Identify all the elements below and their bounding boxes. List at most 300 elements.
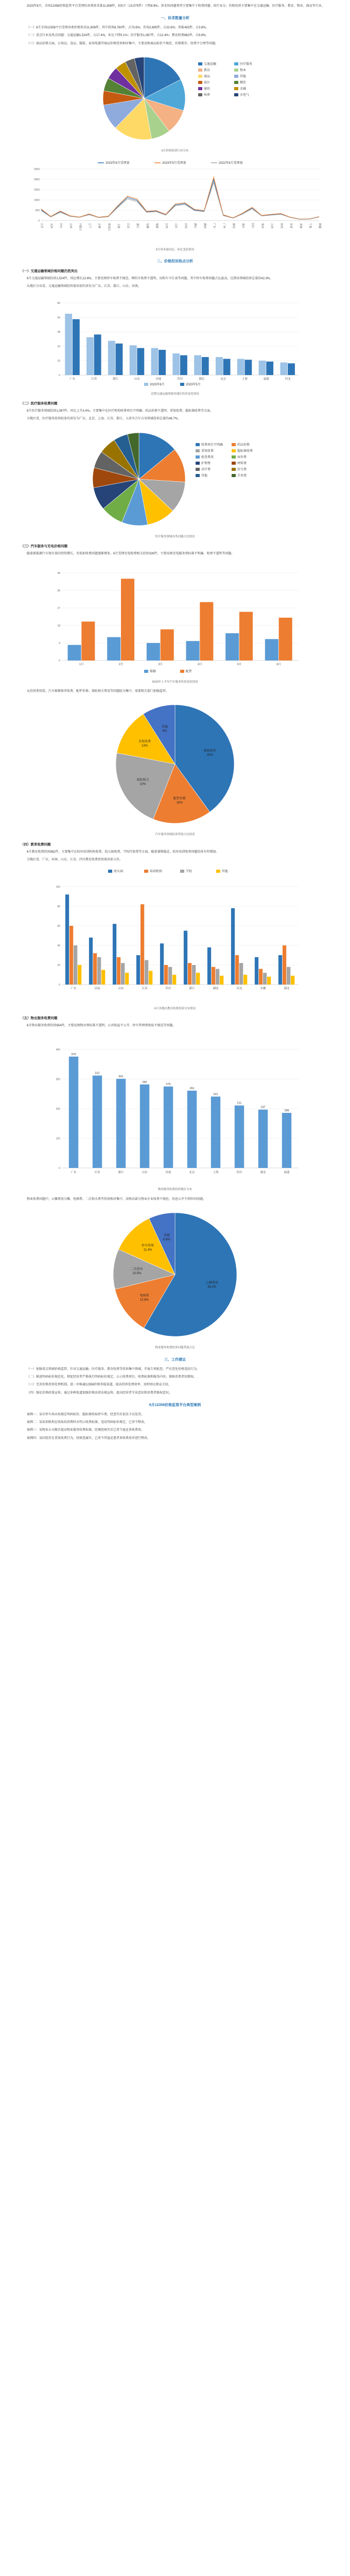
bar bbox=[121, 579, 134, 660]
report-page bbox=[21, 0, 329, 1441]
bar bbox=[151, 348, 159, 375]
x-tick-label: 上海 bbox=[213, 1171, 219, 1175]
x-tick-label: 浙江 bbox=[118, 1171, 124, 1175]
pie-slice-value: 22% bbox=[139, 783, 146, 786]
bar bbox=[239, 963, 243, 985]
bar bbox=[243, 975, 247, 985]
y-tick-label: 100 bbox=[56, 1137, 60, 1141]
x-tick-label: 江苏 bbox=[91, 377, 97, 381]
pie-slice-label: 维修保养 bbox=[203, 750, 216, 753]
x-tick-label: 福建 bbox=[263, 377, 269, 381]
x-tick-label: 河南 bbox=[184, 223, 187, 228]
x-tick-label: 安徽 bbox=[145, 223, 149, 228]
legend-label: 2023年5月受理量 bbox=[162, 161, 186, 165]
x-tick-label: 5月 bbox=[237, 663, 242, 666]
bar bbox=[279, 617, 292, 660]
pie-slice-value: 58.4% bbox=[207, 1285, 217, 1289]
bar bbox=[194, 355, 201, 375]
x-tick-label: 河南 bbox=[155, 377, 162, 381]
bar bbox=[280, 362, 287, 375]
legend-label: 重复收费 bbox=[201, 449, 214, 453]
x-tick-label: 重庆 bbox=[241, 223, 245, 228]
bar bbox=[282, 1113, 291, 1168]
x-tick-label: 广东 bbox=[69, 377, 76, 381]
x-tick-label: 湖南 bbox=[203, 223, 206, 228]
bar bbox=[266, 361, 273, 375]
y-tick-label: 27 bbox=[57, 606, 60, 610]
x-tick-label: 河北 bbox=[236, 987, 242, 990]
chart4-caption: 医疗服务领域各类问题占比情况 bbox=[155, 535, 195, 538]
case-1: 案例一：某市停车场未按规定明码标价，超标准收取停车费，经查实后依法予以处罚。 bbox=[27, 1413, 145, 1416]
y-tick-label: 18 bbox=[57, 624, 60, 628]
section2-p1b: 从地区分布看，交通运输领域投诉量居前的省份为广东、江苏、浙江、山东、河南。 bbox=[27, 285, 142, 289]
y-tick-label: 40 bbox=[57, 944, 60, 947]
x-tick-label: 山西 bbox=[68, 223, 72, 228]
legend-label: 水电气 bbox=[240, 94, 250, 97]
x-tick-label: 江苏 bbox=[126, 223, 130, 228]
bar bbox=[188, 963, 191, 985]
section1-title: 一、诉求数量分析 bbox=[161, 16, 189, 21]
bar bbox=[159, 350, 166, 375]
pie-slice-label: 二次供水 bbox=[130, 1268, 143, 1272]
bar bbox=[136, 955, 140, 985]
pie-slice-value: 16% bbox=[176, 802, 183, 805]
x-tick-label: 浙江 bbox=[136, 223, 139, 228]
x-tick-label: 湖北 bbox=[193, 223, 197, 228]
bar bbox=[287, 967, 290, 984]
section2-p2b: 分地区看，医疗服务投诉较多的省份为广东、北京、上海、江苏、浙江，五省市合计占该领域投诉总量的48.7%。 bbox=[27, 417, 181, 421]
bar bbox=[147, 643, 160, 660]
section2-p4: 从投诉类别看，汽车维修保养收费、配件价格、保险相关费用等问题较为集中，需要相关部门加强监管。 bbox=[27, 690, 169, 693]
bar bbox=[184, 930, 187, 985]
bar bbox=[78, 965, 81, 985]
legend-swatch bbox=[196, 468, 200, 471]
chart7-caption: 6月各地区教育收费投诉分布情况 bbox=[154, 1007, 196, 1010]
chart-transport-bars bbox=[41, 293, 309, 391]
legend-label: 其他 bbox=[201, 474, 208, 478]
section1-paragraph-2: （二）重点行业及热点问题：交通运输1,524件，占17.4%，环比下降5.1%；医疗服务1,087件，占12.4%；教育收费862件，占9.8%。 bbox=[27, 34, 209, 38]
legend-label: 商品 bbox=[204, 75, 211, 79]
intro-paragraph: 2023年6月，全国12358价格监管平台受理的各类诉求量11,908件，较5月（13,075件）下降8.9%。诉求按问题类型主要集中于收费问题。按行业分，价格投诉主要集中在交通运输、医疗服务、教育、物业、商品等行业。 bbox=[27, 5, 325, 8]
pie-slice-value: 11.4% bbox=[143, 1249, 152, 1252]
x-tick-label: 河南 bbox=[165, 1171, 171, 1175]
section2-sub1: （一）交通运输领域价格问题仍然突出 bbox=[21, 269, 78, 273]
legend-swatch bbox=[144, 383, 148, 386]
legend-label: 其他 bbox=[222, 870, 229, 873]
x-tick-label: 山东 bbox=[142, 1171, 148, 1175]
pie-slice-label: 电梯费 bbox=[139, 1294, 149, 1298]
bar bbox=[283, 945, 286, 985]
x-tick-label: 江西 bbox=[165, 223, 168, 228]
x-tick-label: 湖南 bbox=[213, 987, 219, 990]
legend-label: 幼儿园 bbox=[114, 870, 124, 873]
pie-slice-label: 公摊费用 bbox=[205, 1281, 218, 1285]
bar bbox=[93, 1076, 102, 1168]
y-tick-label: 80 bbox=[57, 301, 60, 305]
x-tick-label: 广东 bbox=[71, 1171, 77, 1175]
x-tick-label: 湖北 bbox=[199, 377, 205, 381]
legend-swatch bbox=[232, 474, 236, 477]
bar bbox=[237, 359, 244, 375]
bar bbox=[113, 924, 116, 985]
bar bbox=[244, 360, 252, 375]
x-tick-label: 四川 bbox=[251, 223, 254, 228]
x-tick-label: 山东 bbox=[134, 377, 140, 381]
section1-paragraph-1: （一）6月全国12358平台受理各类价格诉求11,908件，其中投诉8,760件，占73.6%；咨询2,695件，占22.6%；举报453件，占3.8%。 bbox=[27, 26, 209, 30]
chart-industry-pie bbox=[82, 49, 268, 147]
legend-swatch bbox=[198, 75, 202, 78]
bar bbox=[225, 633, 239, 660]
bar bbox=[202, 357, 209, 375]
series-line bbox=[41, 179, 319, 219]
y-tick-label: 0 bbox=[59, 1167, 60, 1171]
x-tick-label: 北京 bbox=[189, 1171, 195, 1175]
x-tick-label: 贵州 bbox=[260, 223, 264, 228]
bar bbox=[81, 621, 95, 660]
x-tick-label: 北京 bbox=[220, 377, 226, 381]
pie-slice-value: 40% bbox=[206, 754, 213, 757]
x-tick-label: 内蒙古 bbox=[78, 223, 82, 231]
section2-p7: 物业收费问题中，公摊费用分摊、电梯费、二次供水费等投诉相对集中，反映出部分物业企业收费不规范、信息公开不到位的问题。 bbox=[27, 1197, 206, 1201]
legend-swatch bbox=[234, 62, 238, 65]
bar bbox=[116, 1079, 126, 1168]
bar bbox=[108, 341, 115, 375]
x-tick-label: 四川 bbox=[236, 1171, 242, 1175]
pie-slice-value: 13% bbox=[142, 744, 148, 748]
section2-sub3: （三）汽车服务与充电价格问题 bbox=[21, 545, 67, 549]
y-tick-label: 0 bbox=[59, 983, 60, 987]
chart-education-bars bbox=[41, 866, 309, 1005]
legend-label: 药品价格 bbox=[237, 443, 250, 447]
bar bbox=[130, 345, 137, 375]
pie-slice-label: 充电收费 bbox=[138, 740, 151, 744]
x-tick-label: 四川 bbox=[177, 377, 183, 381]
x-tick-label: 2月 bbox=[118, 663, 124, 666]
chart-medical-pie bbox=[82, 425, 268, 533]
legend-swatch bbox=[198, 62, 202, 65]
bar bbox=[93, 953, 97, 985]
pie-slice-label: 保险相关 bbox=[136, 778, 149, 782]
data-label: 275 bbox=[166, 1083, 171, 1087]
legend-label: 培训机构 bbox=[150, 870, 163, 873]
y-tick-label: 20 bbox=[57, 963, 60, 967]
legend-label: 交通运输 bbox=[204, 63, 217, 66]
legend-swatch bbox=[196, 449, 200, 452]
legend-swatch bbox=[198, 87, 202, 90]
pie-slice-value: 10.5% bbox=[132, 1272, 142, 1276]
legend-label: 配件 bbox=[186, 670, 192, 673]
bar bbox=[216, 357, 223, 375]
y-tick-label: 1000 bbox=[33, 198, 40, 202]
legend-label: 其他 bbox=[240, 75, 247, 79]
cases-title: 6月12358价格监管平台典型案例 bbox=[149, 1403, 201, 1407]
bar bbox=[141, 904, 144, 985]
bar bbox=[121, 963, 125, 985]
section3-title: 三、工作建议 bbox=[164, 1358, 186, 1362]
x-tick-label: 安徽 bbox=[260, 987, 266, 990]
chart1-caption: 6月价格投诉行业分布 bbox=[161, 149, 189, 153]
legend-swatch bbox=[232, 449, 236, 452]
section2-sub5: （五）物业服务收费问题 bbox=[21, 1016, 58, 1021]
x-tick-label: 宁夏 bbox=[308, 223, 312, 228]
x-tick-label: 天津 bbox=[49, 223, 53, 228]
chart8-caption: 物业服务收费投诉地区分布 bbox=[157, 1188, 192, 1192]
y-tick-label: 45 bbox=[57, 571, 60, 575]
legend-swatch bbox=[198, 69, 202, 72]
bar bbox=[172, 353, 180, 375]
data-label: 312 bbox=[95, 1072, 100, 1076]
x-tick-label: 山东 bbox=[174, 223, 178, 228]
bar bbox=[161, 629, 174, 660]
x-tick-label: 吉林 bbox=[97, 223, 101, 228]
legend-swatch bbox=[234, 81, 238, 84]
legend-label: 2023年6月 bbox=[150, 383, 165, 386]
y-tick-label: 2000 bbox=[33, 178, 40, 181]
legend-swatch bbox=[180, 383, 184, 386]
bar bbox=[94, 334, 101, 375]
legend-label: 医疗服务 bbox=[240, 63, 253, 66]
bar bbox=[258, 1110, 268, 1168]
bar bbox=[73, 319, 80, 375]
legend-label: 检查费用 bbox=[201, 455, 214, 459]
y-tick-label: 0 bbox=[59, 374, 60, 377]
x-tick-label: 湖北 bbox=[260, 1171, 266, 1175]
legend-label: 殡葬 bbox=[204, 94, 211, 97]
y-tick-label: 200 bbox=[56, 1108, 60, 1111]
bar bbox=[164, 965, 168, 985]
x-tick-label: 6月 bbox=[276, 663, 281, 666]
case-2: 案例二：某培训机构在收取培训费时未明示收费标准，违反明码标价规定，已责令整改。 bbox=[27, 1420, 148, 1424]
data-label: 282 bbox=[142, 1081, 147, 1084]
section3-p3: （三）完善价格投诉处理机制。进一步畅通12358价格举报渠道，提高投诉处理效率，及时回应群众关切。 bbox=[27, 1383, 171, 1387]
bar bbox=[65, 314, 72, 375]
bar bbox=[69, 1057, 78, 1168]
bar bbox=[192, 965, 196, 985]
x-tick-label: 江苏 bbox=[142, 987, 148, 990]
legend-swatch bbox=[234, 75, 238, 78]
bar bbox=[86, 337, 94, 375]
bar bbox=[211, 1097, 220, 1168]
y-tick-label: 400 bbox=[56, 1048, 60, 1052]
section3-p2: （二）推进明码标价规范化。督促经营者严格执行明码标价规定，公示收费项目、收费标准和服务内容，保障消费者知情权。 bbox=[27, 1375, 197, 1379]
bar bbox=[65, 894, 69, 985]
pie-slice-value: 9% bbox=[162, 730, 167, 733]
legend-swatch bbox=[234, 93, 238, 96]
bar bbox=[125, 973, 129, 985]
legend-swatch bbox=[234, 87, 238, 90]
bar bbox=[89, 937, 93, 984]
bar bbox=[223, 359, 231, 375]
x-tick-label: 上海 bbox=[241, 377, 248, 381]
chart5-caption: 2023年上半年汽车服务投诉变化情况 bbox=[152, 680, 198, 684]
bar bbox=[68, 645, 81, 660]
pie-slice-label: 配件价格 bbox=[173, 798, 186, 801]
bar bbox=[186, 641, 200, 660]
section2-p1a: 6月交通运输领域投诉1,524件，同比增长12.6%。主要反映停车收费不规范、网约车收费不透明、出租车不打表等问题。其中停车收费问题占比最高，达到该领域投诉总量的42.3%。 bbox=[27, 277, 273, 280]
y-tick-label: 0 bbox=[38, 219, 40, 223]
x-tick-label: 广东 bbox=[71, 987, 77, 990]
legend-swatch bbox=[198, 81, 202, 84]
bar bbox=[267, 976, 271, 984]
section2-title: 二、价格投诉热点分析 bbox=[157, 260, 193, 264]
chart-auto-pie bbox=[72, 697, 278, 831]
legend-label: 教育 bbox=[204, 69, 211, 73]
bar bbox=[239, 612, 253, 660]
legend-label: 挂号费 bbox=[237, 468, 247, 471]
bar bbox=[259, 361, 266, 375]
legend-label: 通信 bbox=[204, 88, 211, 91]
legend-label: 学校 bbox=[186, 870, 192, 873]
x-tick-label: 北京 bbox=[40, 223, 43, 228]
chart-auto-bars bbox=[41, 560, 309, 679]
legend-label: 维修 bbox=[150, 670, 156, 673]
pie-slice-value: 6.9% bbox=[163, 1238, 170, 1242]
legend-swatch bbox=[216, 870, 220, 873]
data-label: 261 bbox=[189, 1087, 195, 1091]
bar bbox=[235, 955, 239, 985]
y-tick-label: 60 bbox=[57, 924, 60, 928]
legend-swatch bbox=[108, 870, 112, 873]
legend-swatch bbox=[144, 670, 148, 673]
bar bbox=[235, 1106, 244, 1168]
bar bbox=[216, 969, 219, 984]
x-tick-label: 上海 bbox=[116, 223, 120, 228]
bar bbox=[220, 975, 223, 984]
legend-label: 床位费 bbox=[237, 455, 247, 459]
legend-label: 金融 bbox=[240, 88, 247, 91]
bar bbox=[212, 967, 215, 984]
x-tick-label: 广东 bbox=[213, 223, 216, 228]
bar bbox=[278, 955, 282, 985]
pie-slice-value: 12.8% bbox=[139, 1298, 149, 1302]
data-label: 186 bbox=[284, 1109, 289, 1113]
x-tick-label: 海南 bbox=[232, 223, 235, 228]
bar bbox=[140, 1084, 149, 1168]
bar bbox=[69, 926, 73, 985]
y-tick-label: 32 bbox=[57, 345, 60, 348]
bar bbox=[137, 348, 144, 375]
bar bbox=[117, 957, 120, 984]
bar bbox=[164, 1087, 173, 1168]
bar bbox=[187, 1091, 197, 1168]
legend-label: 2022年6月受理量 bbox=[219, 161, 243, 165]
legend-label: 收费项目不明确 bbox=[201, 443, 223, 447]
bar bbox=[101, 970, 105, 985]
section2-p2a: 6月医疗服务领域投诉1,087件，环比上升3.4%。主要集中在医疗机构收费项目不明确、药品价格不透明、重复收费、超标准收费等方面。 bbox=[27, 410, 214, 413]
legend-swatch bbox=[232, 462, 236, 465]
y-tick-label: 9 bbox=[59, 641, 60, 645]
x-tick-label: 浙江 bbox=[113, 377, 119, 381]
chart-region-line bbox=[21, 159, 329, 246]
x-tick-label: 山东 bbox=[118, 987, 124, 990]
bar bbox=[263, 973, 267, 985]
legend-label: 护理费 bbox=[201, 462, 211, 465]
legend-swatch bbox=[196, 455, 200, 459]
y-tick-label: 2500 bbox=[33, 167, 40, 171]
y-tick-label: 64 bbox=[57, 316, 60, 319]
y-tick-label: 16 bbox=[57, 359, 60, 363]
legend-swatch bbox=[180, 870, 184, 873]
section2-sub2: （二）医疗服务收费问题 bbox=[21, 402, 58, 406]
x-tick-label: 云南 bbox=[270, 223, 273, 228]
legend-swatch bbox=[196, 462, 200, 465]
section3-p1: （一）加强重点领域价格监管。针对交通运输、医疗服务、教育收费等投诉集中领域，开展专项检查，严厉查处价格违法行为。 bbox=[27, 1367, 200, 1371]
bar bbox=[196, 973, 200, 985]
legend-label: 材料费 bbox=[237, 462, 247, 465]
bar bbox=[291, 975, 294, 984]
bar bbox=[255, 957, 258, 984]
data-label: 197 bbox=[260, 1106, 266, 1110]
x-tick-label: 浙江 bbox=[189, 987, 195, 990]
x-tick-label: 湖北 bbox=[284, 987, 290, 990]
legend-swatch bbox=[196, 443, 200, 446]
x-tick-label: 1月 bbox=[79, 663, 84, 666]
x-tick-label: 河北 bbox=[59, 223, 63, 228]
legend-swatch bbox=[234, 69, 238, 72]
legend-label: 手术费 bbox=[237, 474, 247, 478]
x-tick-label: 辽宁 bbox=[88, 223, 92, 228]
y-tick-label: 80 bbox=[57, 905, 60, 908]
x-tick-label: 甘肃 bbox=[289, 223, 293, 228]
chart6-caption: 汽车服务领域投诉类别占比情况 bbox=[155, 833, 195, 837]
y-tick-label: 0 bbox=[59, 659, 60, 663]
bar bbox=[200, 602, 213, 660]
y-tick-label: 36 bbox=[57, 589, 60, 592]
bar bbox=[231, 908, 235, 984]
data-label: 376 bbox=[71, 1053, 76, 1057]
legend-label: 诊疗费 bbox=[201, 468, 211, 471]
y-tick-label: 100 bbox=[56, 885, 60, 889]
section3-p4: （四）强化价格政策宣传。通过多种渠道加强价格法律法规宣传，提高经营者守法意识和消费者维权意识。 bbox=[27, 1391, 172, 1395]
legend-label: 2023年6月受理量 bbox=[106, 161, 130, 165]
x-tick-label: 新疆 bbox=[318, 223, 321, 228]
x-tick-label: 广西 bbox=[222, 223, 225, 228]
section2-p5b: 分地区看，广东、河南、山东、江苏、四川教育收费投诉量居前五位。 bbox=[27, 858, 123, 862]
legend-swatch bbox=[232, 468, 236, 471]
bar bbox=[160, 943, 164, 985]
section1-paragraph-3: （三）商品价格方面，日用品、食品、服装、家用电器等商品价格投诉相对集中，主要反映商品标价不规范、价格欺诈、收费不合理等问题。 bbox=[27, 42, 219, 45]
legend-swatch bbox=[196, 474, 200, 477]
pie-slice-label: 停车管理 bbox=[142, 1245, 154, 1248]
x-tick-label: 四川 bbox=[165, 987, 171, 990]
bar bbox=[149, 971, 152, 985]
bar bbox=[107, 637, 120, 660]
legend-swatch bbox=[198, 93, 202, 96]
legend-swatch bbox=[180, 670, 184, 673]
x-tick-label: 3月 bbox=[158, 663, 163, 666]
legend-swatch bbox=[232, 455, 236, 459]
chart-property-bars bbox=[41, 1031, 309, 1186]
x-tick-label: 江苏 bbox=[94, 1171, 100, 1175]
case-4: 案例四：某医院存在重复收费行为，经核查属实，已责令其退还患者多收费用并进行整改。 bbox=[27, 1436, 151, 1440]
legend-swatch bbox=[144, 870, 148, 873]
section2-sub4: （四）教育收费问题 bbox=[21, 842, 51, 846]
y-tick-label: 48 bbox=[57, 330, 60, 334]
x-tick-label: 福建 bbox=[155, 223, 159, 228]
data-label: 211 bbox=[237, 1102, 242, 1106]
legend-label: 景区 bbox=[204, 81, 211, 85]
bar bbox=[180, 355, 187, 375]
legend-swatch bbox=[232, 443, 236, 446]
y-tick-label: 500 bbox=[35, 209, 40, 212]
case-3: 案例三：某物业公司擅自提高物业服务收费标准，经调查核实后已责令退还多收费用。 bbox=[27, 1429, 145, 1432]
legend-label: 2023年5月 bbox=[186, 383, 201, 386]
legend-label: 餐饮 bbox=[240, 81, 247, 85]
chart-property-pie bbox=[72, 1205, 278, 1344]
bar bbox=[259, 969, 262, 984]
legend-label: 超标准收费 bbox=[237, 449, 253, 453]
bar bbox=[207, 947, 211, 984]
